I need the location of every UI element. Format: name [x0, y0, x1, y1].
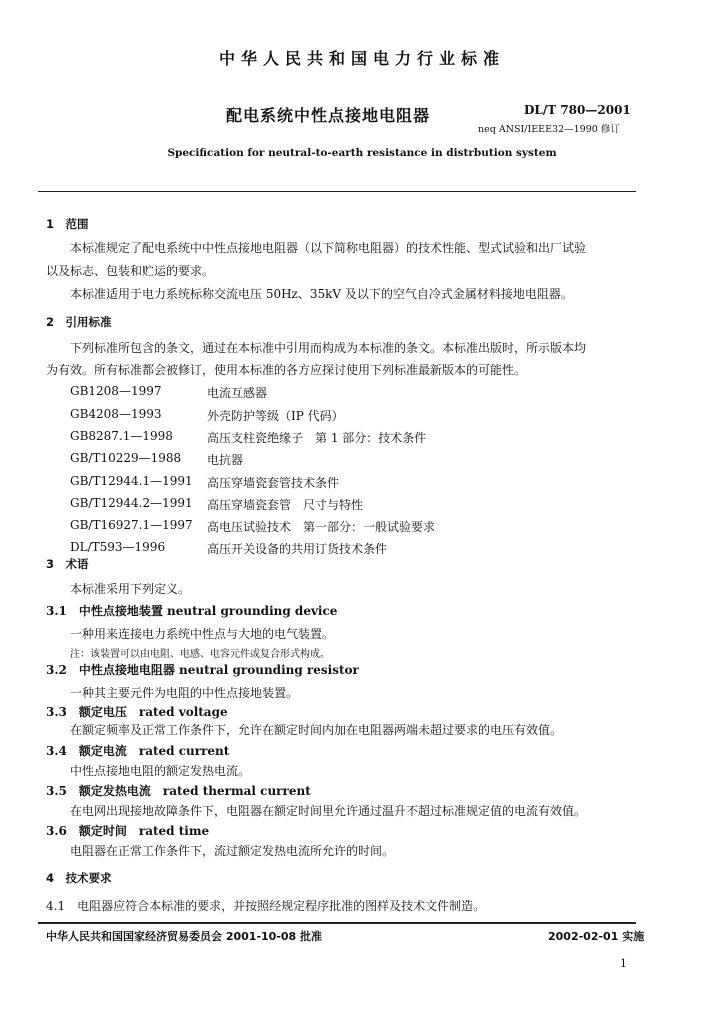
term-3-3: 3.3 额定电压 rated voltage [46, 705, 228, 719]
ref-code: GB/T12944.1—1991 [70, 474, 193, 488]
term-3-2-definition: 一种其主要元件为电阻的中性点接地装置。 [70, 686, 299, 700]
term-3-6: 3.6 额定时间 rated time [46, 824, 210, 838]
term-3-3-definition: 在额定频率及正常工作条件下，允许在额定时间内加在电阻器两端未超过要求的电压有效值。 [70, 723, 563, 737]
ref-title: 电抗器 [207, 453, 244, 467]
section-2-paragraph-1a: 下列标准所包含的条文，通过在本标准中引用而构成为本标准的条文。本标准出版时，所示版本均 [70, 341, 587, 355]
section-1-heading: 1 范围 [46, 217, 89, 231]
issued-by: 中华人民共和国国家经济贸易委员会 2001-10-08 批准 [46, 930, 323, 943]
term-3-2: 3.2 中性点接地电阻器 neutral grounding resistor [46, 663, 359, 677]
ref-title: 外壳防护等级（IP 代码） [207, 409, 344, 423]
term-3-1: 3.1 中性点接地装置 neutral grounding device [46, 604, 338, 618]
english-title: Specification for neutral-to-earth resistance in distrbution system [167, 147, 557, 159]
section-3-heading: 3 术语 [46, 557, 89, 571]
ref-code: GB1208—1997 [70, 384, 162, 398]
document-title: 配电系统中性点接地电阻器 [226, 106, 431, 125]
implementation-date: 2002-02-01 实施 [548, 930, 645, 943]
standard-reference: neq ANSI/IEEE32—1990 修订 [478, 124, 620, 135]
section-2-heading: 2 引用标准 [46, 315, 112, 329]
ref-code: GB4208—1993 [70, 407, 162, 421]
standard-number: DL/T 780—2001 [524, 103, 631, 117]
term-3-4-definition: 中性点接地电阻的额定发热电流。 [70, 764, 251, 778]
term-3-5-definition: 在电网出现接地故障条件下，电阻器在额定时间里允许通过温升不超过标准规定值的电流有效值。 [70, 804, 587, 818]
footer-divider [38, 922, 636, 924]
term-3-1-note: 注：该装置可以由电阻、电感、电容元件或复合形式构成。 [70, 649, 330, 660]
ref-code: GB/T12944.2—1991 [70, 496, 193, 510]
ref-title: 高压支柱瓷绝缘子 第 1 部分：技术条件 [207, 431, 427, 445]
section-4-heading: 4 技术要求 [46, 871, 112, 885]
section-1-paragraph-2: 本标准适用于电力系统标称交流电压 50Hz、35kV 及以下的空气自冷式金属材料接地电阻器。 [70, 287, 573, 301]
ref-title: 高压穿墙瓷套管技术条件 [207, 476, 340, 490]
section-3-intro: 本标准采用下列定义。 [70, 582, 191, 596]
header-divider [38, 191, 636, 192]
page-number: 1 [620, 957, 627, 970]
section-1-paragraph-1b: 以及标志、包装和贮运的要求。 [46, 264, 215, 278]
page-header: 中华人民共和国电力行业标准 [218, 49, 505, 68]
term-3-4: 3.4 额定电流 rated current [46, 744, 230, 758]
term-3-1-definition: 一种用来连接电力系统中性点与大地的电气装置。 [70, 627, 335, 641]
ref-code: GB/T16927.1—1997 [70, 518, 193, 532]
section-1-paragraph-1a: 本标准规定了配电系统中中性点接地电阻器（以下简称电阻器）的技术性能、型式试验和出厂试验 [70, 241, 587, 255]
section-4-1: 4.1 电阻器应符合本标准的要求，并按照经规定程序批准的图样及技术文件制造。 [46, 899, 486, 913]
term-3-6-definition: 电阻器在正常工作条件下，流过额定发热电流所允许的时间。 [70, 844, 395, 858]
section-2-paragraph-1b: 为有效。所有标准都会被修订，使用本标准的各方应探讨使用下列标准最新版本的可能性。 [46, 363, 527, 377]
ref-title: 高电压试验技术 第一部分：一般试验要求 [207, 520, 436, 534]
ref-title: 高压开关设备的共用订货技术条件 [207, 542, 388, 556]
ref-code: DL/T593—1996 [70, 540, 166, 554]
ref-code: GB8287.1—1998 [70, 429, 173, 443]
term-3-5: 3.5 额定发热电流 rated thermal current [46, 784, 311, 798]
ref-title: 电流互感器 [207, 386, 268, 400]
ref-title: 高压穿墙瓷套管 尺寸与特性 [207, 498, 364, 512]
ref-code: GB/T10229—1988 [70, 451, 182, 465]
